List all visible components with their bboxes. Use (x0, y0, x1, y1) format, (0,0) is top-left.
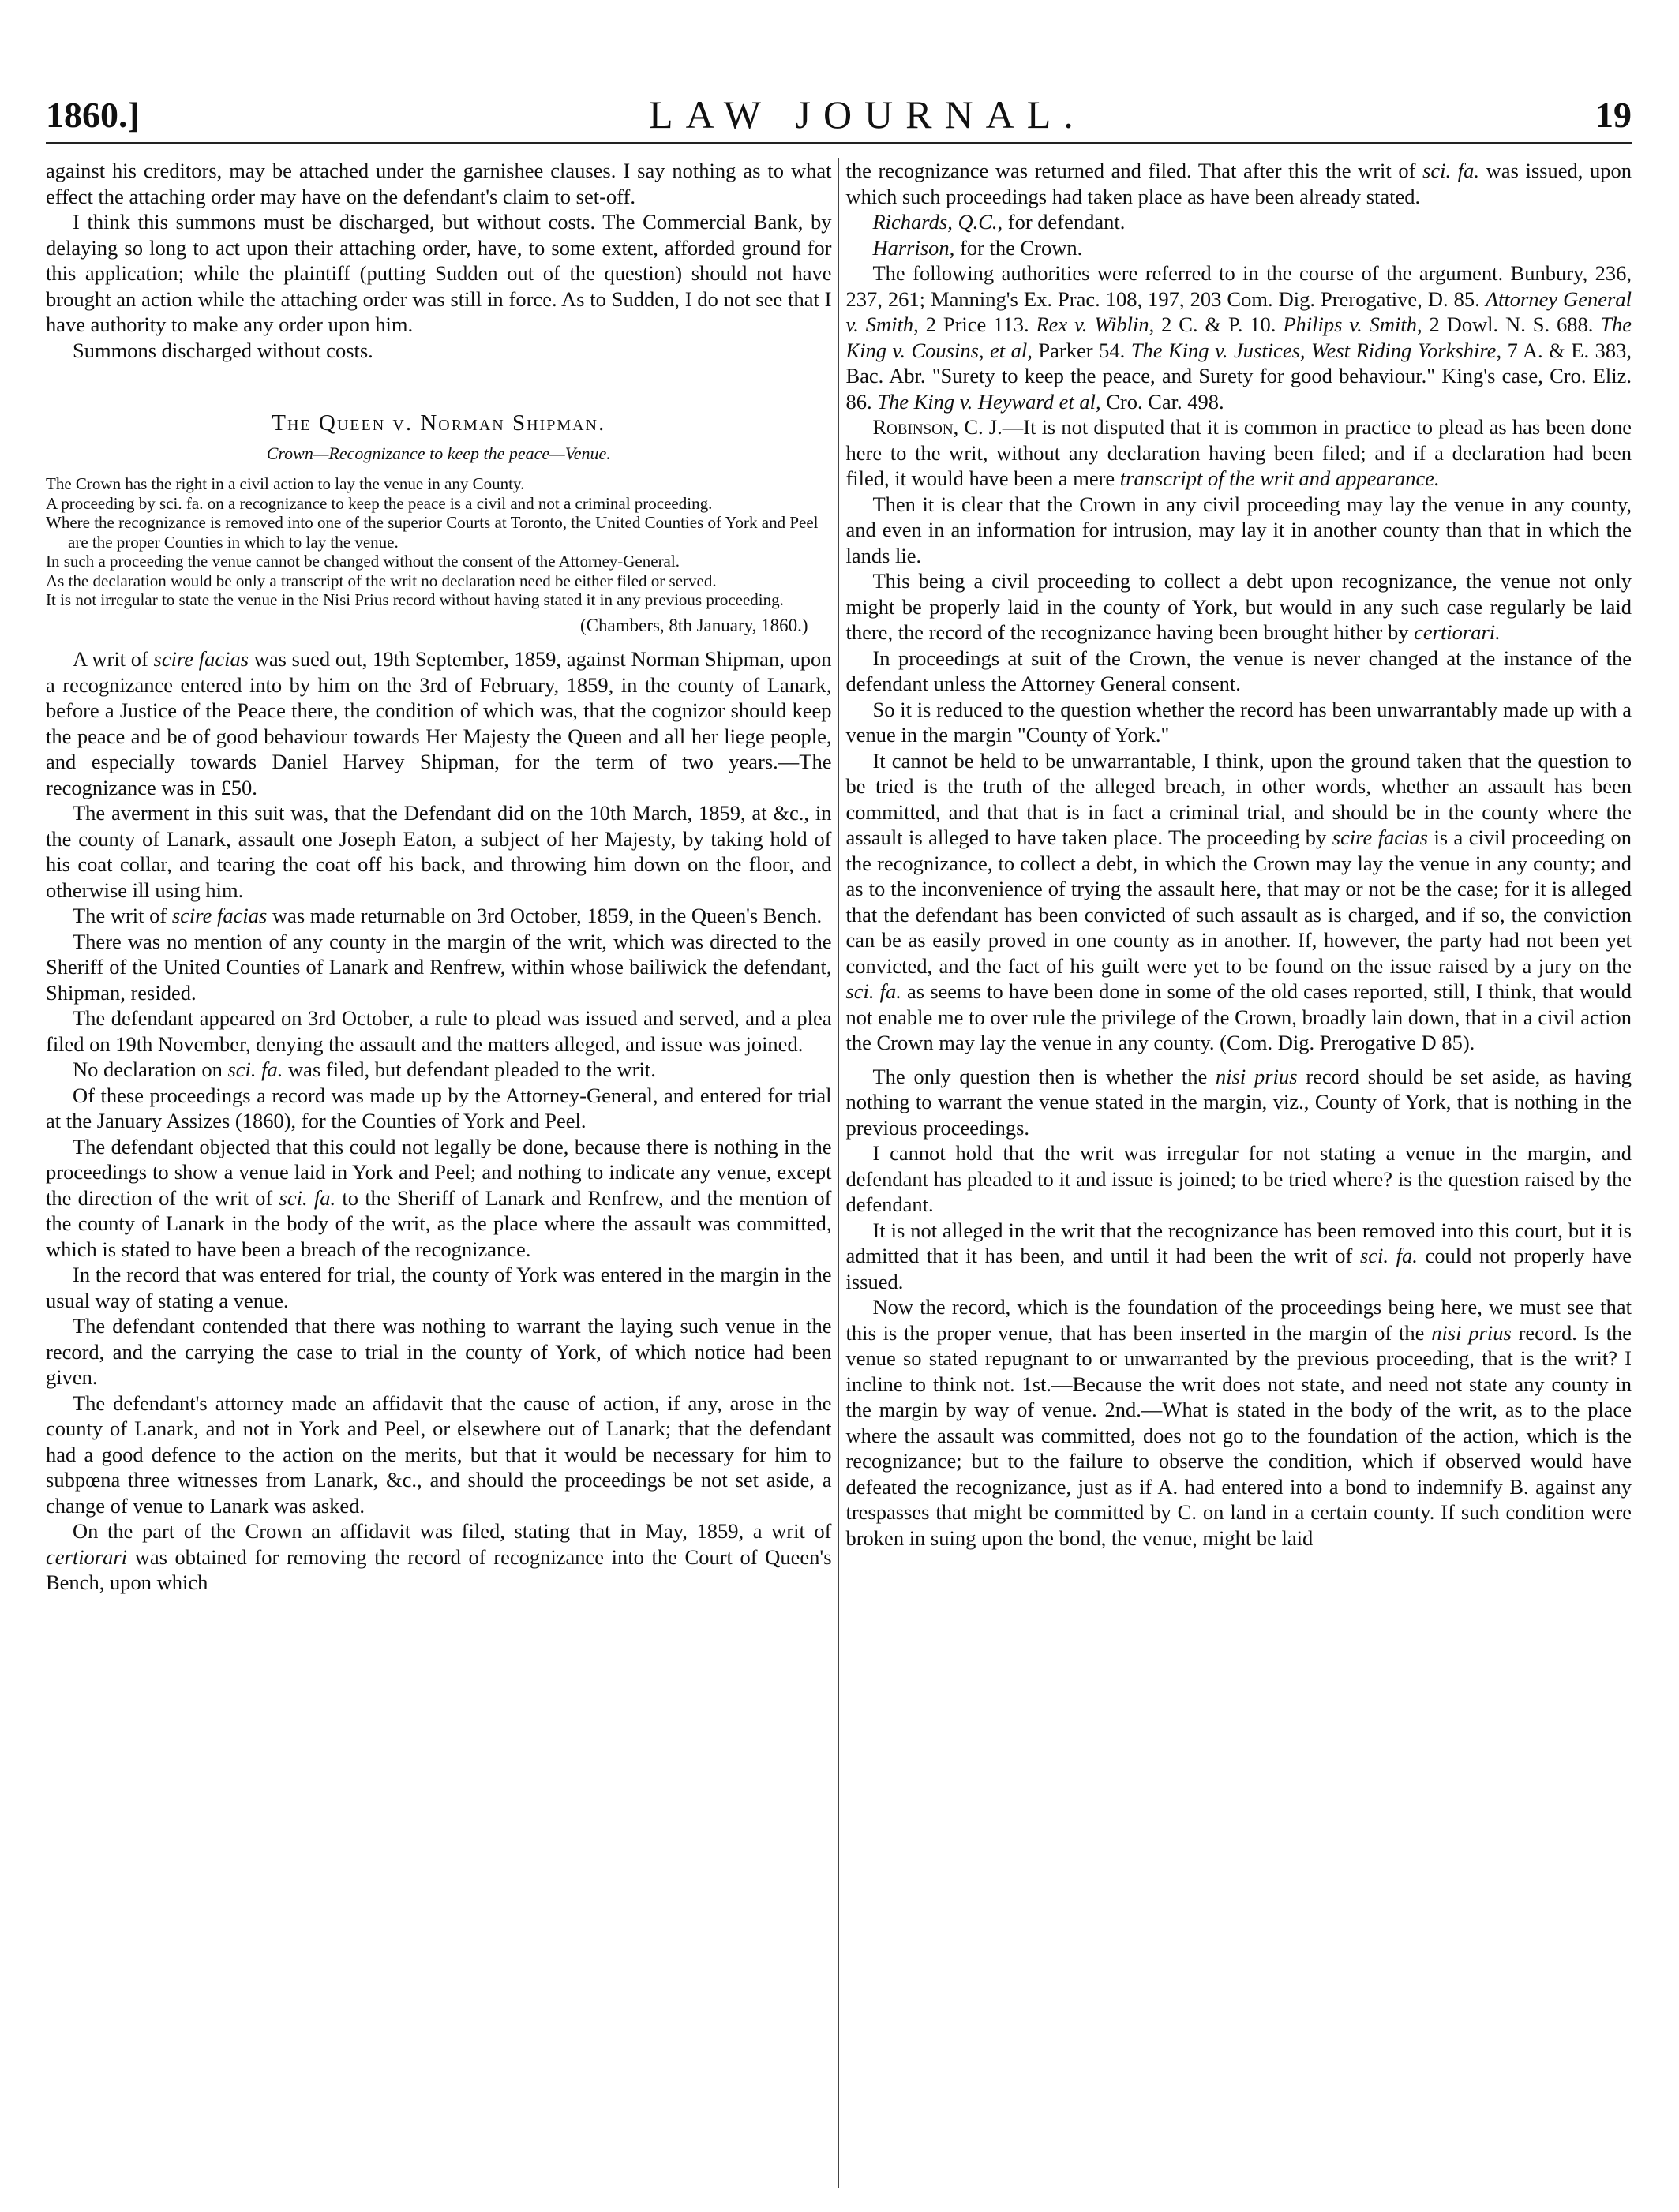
paragraph: the recognizance was returned and filed. That after this the writ of sci. fa. was issued, upon which such proceedings had taken place as have been already stated. (845, 159, 1632, 208)
paragraph: This being a civil proceeding to collect a debt upon recognizance, the venue not only might be properly laid in the county of York, but would in any such case regularly be laid there, the record of the recognizance having been brought hither by certiorari. (845, 569, 1632, 644)
paragraph: In the record that was entered for trial, the county of York was entered in the margin in the usual way of stating a venue. (46, 1263, 832, 1312)
judgment-opening: Robinson, C. J.—It is not disputed that it is common in practice to plead as has been done here to the writ, without any declaration having been filed; and if a declaration had been filed, it would have been a mere transcript of the writ and appearance. (845, 415, 1632, 490)
headnote: Where the recognizance is removed into one of the superior Courts at Toronto, the United Counties of York and Peel are the proper Counties in which to lay the venue. (46, 513, 819, 552)
text-columns (46, 158, 1632, 2188)
paragraph: I think this summons must be discharged, but without costs. The Commercial Bank, by delaying so long to act upon their attaching order, have, to some extent, afforded ground for this application; while the plaintiff (putting Sudden out of the question) should not have brought an action while the attaching order was still in force. As to Sudden, I do not see that I have authority to make any order upon him. (46, 210, 832, 336)
header-year: 1860.] (46, 94, 140, 135)
page-number: 19 (1595, 94, 1632, 135)
paragraph: The only question then is whether the nisi prius record should be set aside, as having nothing to warrant the venue stated in the margin, viz., County of York, that is nothing in the previous proceedings. (845, 1064, 1632, 1140)
headnote: In such a proceeding the venue cannot be changed without the consent of the Attorney-General. (46, 552, 680, 571)
headnote: It is not irregular to state the venue in the Nisi Prius record without having stated it in any previous proceeding. (46, 590, 784, 609)
paragraph: Then it is clear that the Crown in any civil proceeding may lay the venue in any county, and even in an information for intrusion, may lay it in another county than that in which the lands lie. (845, 492, 1632, 567)
headnote: The Crown has the right in a civil action to lay the venue in any County. (46, 474, 525, 493)
case-title: The Queen v. Norman Shipman. (272, 410, 606, 436)
paragraph: On the part of the Crown an affidavit was filed, stating that in May, 1859, a writ of certiorari was obtained for removing the record of recognizance into the Court of Queen's Bench, upon which (46, 1519, 832, 1594)
paragraph: The defendant contended that there was nothing to warrant the laying such venue in the record, and the carrying the case to trial in the county of York, of which notice had been given. (46, 1314, 832, 1389)
case-subtitle: Crown—Recognizance to keep the peace—Venue. (266, 443, 611, 463)
paragraph: So it is reduced to the question whether the record has been unwarrantably made up with a venue in the margin "County of York." (845, 697, 1632, 747)
paragraph: Now the record, which is the foundation of the proceedings being here, we must see that this is the proper venue, that has been inserted in the margin of the nisi prius record. Is the venue so stated repugnant to or unwarranted by the previous proceeding, that is the writ? I incline to think not. 1st.—Because the writ does not state, and need not state any county in the margin by way of venue. 2nd.—What is stated in the body of the writ, as to the place where the assault was committed, does not go to the foundation of the action, which is the recognizance; but to the failure to observe the condition, which if observed would have defeated the recognizance, just as if A. had entered into a bond to indemnify B. against any trespasses that might be committed by C. on land in a certain county. If such condition were broken in suing upon the bond, the venue, might be laid (845, 1295, 1632, 1550)
paragraph: Summons discharged without costs. (73, 338, 373, 362)
counsel-line: Harrison, for the Crown. (872, 235, 1083, 260)
headnote: A proceeding by sci. fa. on a recognizance to keep the peace is a civil and not a criminal proceeding. (46, 493, 713, 513)
paragraph: against his creditors, may be attached under the garnishee clauses. I say nothing as to what effect the attaching order may have on the defendant's claim to set-off. (46, 159, 832, 208)
paragraph: The defendant's attorney made an affidavit that the cause of action, if any, arose in the county of Lanark, and not in York and Peel, or elsewhere out of Lanark; that the defendant had a good defence to the action on the merits, but that it would be necessary for him to subpœna three witnesses from Lanark, &c., and should the proceedings be not set aside, a change of venue to Lanark was asked. (46, 1390, 832, 1518)
column-divider (838, 158, 840, 2188)
paragraph: I cannot hold that the writ was irregular for not stating a venue in the margin, and defendant has pleaded to it and issue is joined; to be tried where? is the question raised by the defendant. (845, 1141, 1632, 1216)
paragraph: Of these proceedings a record was made up by the Attorney-General, and entered for trial at the January Assizes (1860), for the Counties of York and Peel. (46, 1083, 832, 1132)
paragraph: It is not alleged in the writ that the recognizance has been removed into this court, but it is admitted that it has been, and until it had been the writ of sci. fa. could not properly have issued. (845, 1218, 1632, 1293)
paragraph: It cannot be held to be unwarrantable, I think, upon the ground taken that the question to be tried is the truth of the alleged breach, in other words, whether an assault has been committed, and that that is in fact a criminal trial, and should be in the county where the assault is alleged to have taken place. The proceeding by scire facias is a civil proceeding on the recognizance, to collect a debt, in which the Crown may lay the venue in any county; and as to the inconvenience of trying the assault here, that may or not be the case; for it is alleged that the defendant has been convicted of such assault as is charged, and if so, the conviction can be as easily proved in one county as in another. If, however, the party had not been yet convicted, and the fact of his guilt were yet to be found on the issue raised by a jury on the sci. fa. as seems to have been done in some of the old cases reported, still, I think, that would not enable me to over rule the privilege of the Crown, broadly lain down, that in a civil action the Crown may lay the venue in any county. (Com. Dig. Prerogative D 85). (845, 748, 1632, 1054)
paragraph: There was no mention of any county in the margin of the writ, which was directed to the Sheriff of the United Counties of Lanark and Renfrew, within whose bailiwick the defendant, Shipman, resided. (46, 929, 832, 1005)
counsel-line: Richards, Q.C., for defendant. (872, 210, 1126, 234)
headnotes (46, 474, 832, 610)
paragraph: The writ of scire facias was made returnable on 3rd October, 1859, in the Queen's Bench. (73, 904, 823, 927)
chambers-date: (Chambers, 8th January, 1860.) (580, 615, 808, 635)
left-column (46, 158, 832, 2188)
paragraph: The averment in this suit was, that the Defendant did on the 10th March, 1859, at &c., in the county of Lanark, assault one Joseph Eaton, a subject of her Majesty, by taking hold of his coat collar, and tearing the coat off his back, and throwing him down on the floor, and otherwise ill using him. (46, 801, 832, 902)
header-title: LAW JOURNAL. (649, 92, 1086, 137)
running-header (46, 87, 1632, 144)
authorities: The following authorities were referred to in the course of the argument. Bunbury, 236, 237, 261; Manning's Ex. Prac. 108, 197, 203 Com. Dig. Prerogative, D. 85. Attorney General v. Smith, 2 Price 113. Rex v. Wiblin, 2 C. & P. 10. Philips v. Smith, 2 Dowl. N. S. 688. The King v. Cousins, et al, Parker 54. The King v. Justices, West Riding Yorkshire, 7 A. & E. 383, Bac. Abr. "Surety to keep the peace, and Surety for good behaviour." King's case, Cro. Eliz. 86. The King v. Heyward et al, Cro. Car. 498. (845, 261, 1632, 414)
right-column (845, 158, 1632, 2188)
paragraph: No declaration on sci. fa. was filed, but defendant pleaded to the writ. (73, 1057, 656, 1081)
headnote: As the declaration would be only a transcript of the writ no declaration need be either filed or served. (46, 571, 717, 590)
paragraph: The defendant appeared on 3rd October, a rule to plead was issued and served, and a plea filed on 19th November, denying the assault and the matters alleged, and issue was joined. (46, 1006, 832, 1056)
paragraph: The defendant objected that this could not legally be done, because there is nothing in the proceedings to show a venue laid in York and Peel; and nothing to indicate any venue, except the direction of the writ of sci. fa. to the Sheriff of Lanark and Renfrew, and the mention of the county of Lanark in the body of the writ, as the place where the assault was committed, which is stated to have been a breach of the recognizance. (46, 1134, 832, 1261)
paragraph: In proceedings at suit of the Crown, the venue is never changed at the instance of the defendant unless the Attorney General consent. (845, 646, 1632, 695)
paragraph: A writ of scire facias was sued out, 19th September, 1859, against Norman Shipman, upon a recognizance entered into by him on the 3rd of February, 1859, in the county of Lanark, before a Justice of the Peace there, the condition of which was, that the cognizor should keep the peace and be of good behaviour towards Her Majesty the Queen and all her liege people, and especially towards Daniel Harvey Shipman, for the term of two years.—The recognizance was in £50. (46, 647, 832, 799)
